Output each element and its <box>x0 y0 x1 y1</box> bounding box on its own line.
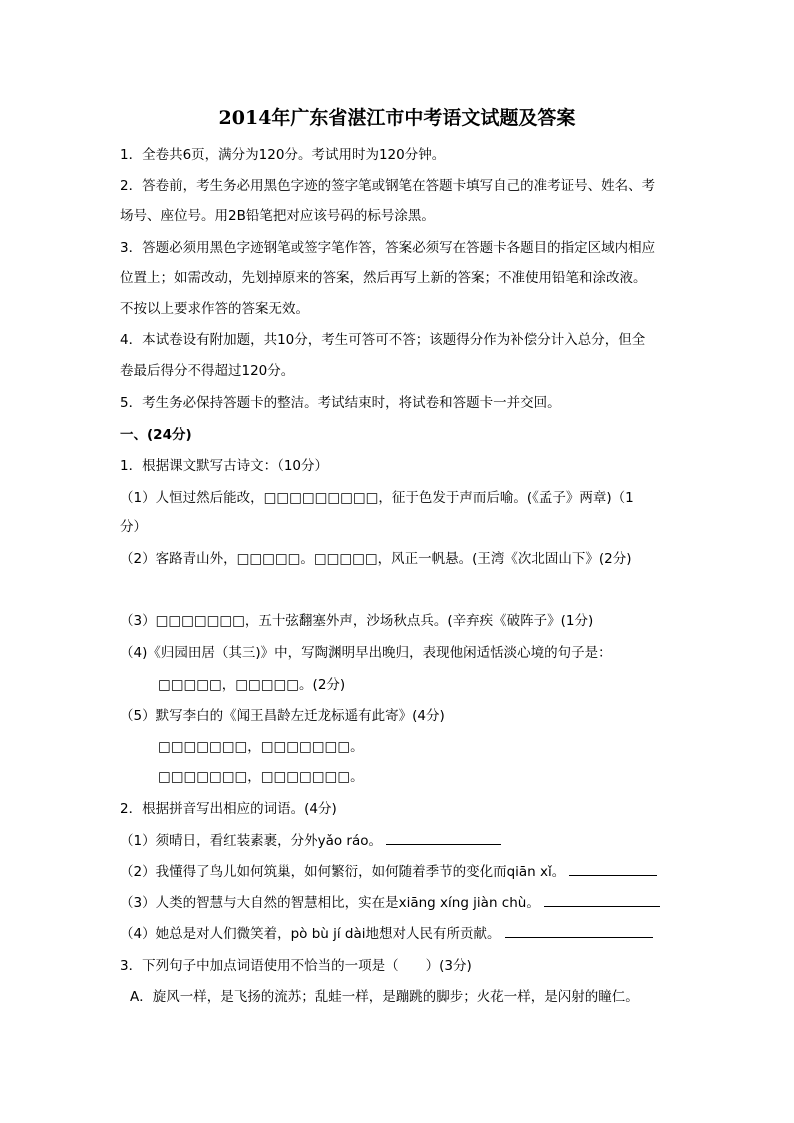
question-1-part-4: （4)《归园田居（其三)》中，写陶渊明早出晚归，表现他闲适恬淡心境的句子是： <box>120 645 612 661</box>
question-1-part-5: （5）默写李白的《闻王昌龄左迁龙标遥有此寄》(4分) <box>120 708 445 724</box>
question-1-part-3: （3）□□□□□□□，五十弦翻塞外声，沙场秋点兵。(辛弃疾《破阵子》(1分) <box>120 613 594 629</box>
question-2-part-2 <box>120 861 680 883</box>
answer-blank[interactable] <box>386 830 501 845</box>
question-2-part-1-text: （1）须晴日，看红装素裹，分外yǎo ráo。 <box>120 833 382 849</box>
question-1-part-5-blanks-2: □□□□□□□，□□□□□□□。 <box>158 769 364 785</box>
question-1-part-1: （1）人恒过然后能改，□□□□□□□□□，征于色发于声而后喻。(《孟子》两章)（1 <box>120 490 634 506</box>
instruction-5: 5．考生务必保持答题卡的整洁。考试结束时，将试卷和答题卡一并交回。 <box>120 395 561 411</box>
question-2-part-3 <box>120 892 680 914</box>
instruction-3: 3．答题必须用黑色字迹钢笔或签字笔作答，答案必须写在答题卡各题目的指定区域内相应 <box>120 240 656 256</box>
answer-blank[interactable] <box>505 923 653 938</box>
instruction-2-cont: 场号、座位号。用2B铅笔把对应该号码的标号涂黑。 <box>120 208 435 224</box>
instruction-3-cont2: 不按以上要求作答的答案无效。 <box>120 301 309 317</box>
question-2-stem: 2．根据拼音写出相应的词语。(4分) <box>120 801 337 817</box>
answer-blank[interactable] <box>544 892 660 907</box>
question-3-option-a: A．旋风一样，是飞扬的流苏；乱蛙一样，是蹦跳的脚步；火花一样，是闪射的瞳仁。 <box>130 989 639 1005</box>
question-1-part-2: （2）客路青山外，□□□□□。□□□□□，风正一帆悬。(王湾《次北固山下》(2分) <box>120 551 632 567</box>
question-3-stem: 3．下列句子中加点词语使用不恰当的一项是（ ）(3分) <box>120 958 472 974</box>
question-2-part-4-text: （4）她总是对人们微笑着，pò bù jí dài地想对人民有所贡献。 <box>120 926 501 942</box>
section-heading: 一、(24分) <box>120 427 192 443</box>
question-2-part-3-text: （3）人类的智慧与大自然的智慧相比，实在是xiāng xíng jiàn chù。 <box>120 895 540 911</box>
question-1-part-4-blanks: □□□□□，□□□□□。(2分) <box>158 677 346 693</box>
page-title: 2014年广东省湛江市中考语文试题及答案 <box>218 107 576 129</box>
instruction-1: 1．全卷共6页，满分为120分。考试用时为120分钟。 <box>120 147 446 163</box>
question-2-part-4 <box>120 923 680 945</box>
answer-blank[interactable] <box>569 861 657 876</box>
instruction-4: 4．本试卷设有附加题，共10分，考生可答可不答；该题得分作为补偿分计入总分，但全 <box>120 332 646 348</box>
question-2-part-2-text: （2）我懂得了鸟儿如何筑巢，如何繁衍，如何随着季节的变化而qiān xǐ。 <box>120 864 566 880</box>
question-2-part-1 <box>120 830 680 852</box>
question-1-part-5-blanks-1: □□□□□□□，□□□□□□□。 <box>158 739 364 755</box>
question-1-part-1-cont: 分） <box>120 519 147 535</box>
question-1-stem: 1．根据课文默写古诗文：（10分） <box>120 458 329 474</box>
instruction-3-cont: 位置上；如需改动，先划掉原来的答案，然后再写上新的答案；不准使用铅笔和涂改液。 <box>120 270 647 286</box>
instruction-2: 2．答卷前，考生务必用黑色字迹的签字笔或钢笔在答题卡填写自己的准考证号、姓名、考 <box>120 178 656 194</box>
instruction-4-cont: 卷最后得分不得超过120分。 <box>120 363 295 379</box>
